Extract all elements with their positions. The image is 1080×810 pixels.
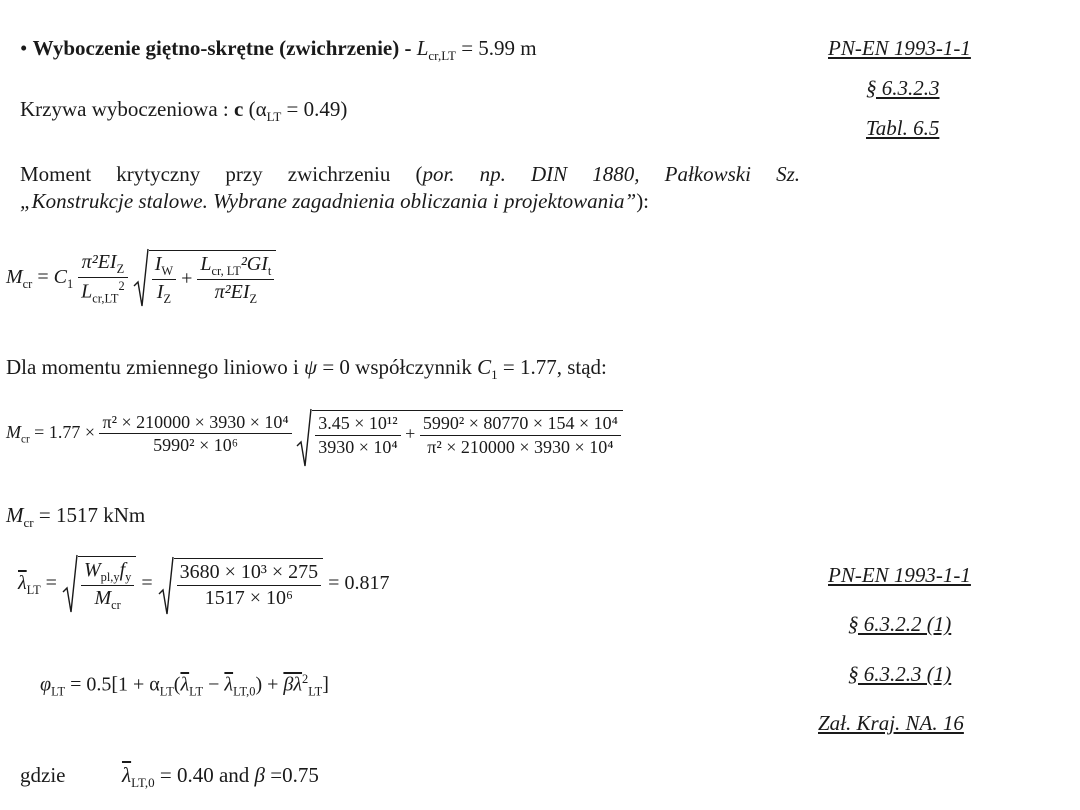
mcr-symbol: M <box>6 265 23 288</box>
formula-phi-lt <box>40 672 329 700</box>
radical-sign-icon <box>62 554 78 614</box>
phi-subscript: LT <box>51 684 66 699</box>
c1-subscript-inline: 1 <box>491 367 498 383</box>
lambda-root-numeric <box>158 558 324 610</box>
fraction-main <box>78 251 128 306</box>
iz2-subscript: Z <box>249 292 258 307</box>
fraction-torsion <box>197 253 274 307</box>
numeric-torsion-numerator: 5990² × 80770 × 154 × 10⁴ <box>420 413 621 436</box>
numeric-iz: 3930 × 10⁴ <box>318 436 398 457</box>
gdzie-line <box>20 763 319 791</box>
wpl-symbol: W <box>83 559 101 581</box>
heading-separator: - <box>399 36 417 60</box>
lambda-result: = 0.817 <box>323 571 390 594</box>
psi-symbol: ψ <box>304 355 318 379</box>
mcr2-symbol: M <box>6 421 21 442</box>
alpha-open: (α <box>243 97 267 121</box>
lcr-subscript: cr, LT <box>211 264 241 278</box>
numeric-torsion-denominator: π² × 210000 × 3930 × 10⁴ <box>427 436 614 457</box>
c1-coefficient-line <box>6 355 607 383</box>
c1-symbol: C <box>53 265 67 288</box>
fy-subscript: y <box>125 570 132 584</box>
gdzie-text-a: = 0.40 and <box>154 763 255 787</box>
intro-close: ): <box>636 189 650 213</box>
bullet: • <box>20 36 28 60</box>
intro-reference-2: „Konstrukcje stalowe. Wybrane zagadnienia obliczania i projektowania” <box>20 189 637 213</box>
lambda-subscript: LT <box>26 582 41 597</box>
fy-symbol: f <box>119 559 126 581</box>
numeric-denominator: 5990² × 10⁶ <box>153 435 238 456</box>
iw-symbol: I <box>154 253 162 275</box>
mcr-result-symbol: M <box>6 503 24 527</box>
mcr2-equals: = 1.77 × <box>29 421 100 442</box>
fraction-iw-iz <box>152 253 176 307</box>
phi-lambda-2-subscript: LT,0 <box>233 684 256 699</box>
intro-text: Moment krytyczny przy zwichrzeniu ( <box>20 162 423 186</box>
lcr-symbol: L <box>200 253 212 275</box>
radical-sign-icon <box>296 408 312 468</box>
c1-symbol-inline: C <box>477 355 492 379</box>
ref-standard-1: PN-EN 1993-1-1 <box>828 36 971 60</box>
phi-paren: ( <box>173 673 181 696</box>
iz-subscript: Z <box>163 292 172 307</box>
lambda-symbol: $\overline{\lambda}$ <box>18 571 27 594</box>
ref-table-6-5: Tabl. 6.5 <box>866 116 940 140</box>
phi-beta-subscript: LT <box>308 684 323 699</box>
phi-equals: = 0.5 <box>65 673 112 696</box>
curve-letter: c <box>234 97 244 121</box>
numeric-numerator: π² × 210000 × 3930 × 10⁴ <box>99 412 291 435</box>
git-symbol: ²GI <box>240 253 268 275</box>
square-root <box>133 250 277 307</box>
phi-open: [1 + α <box>111 673 160 696</box>
curve-label: Krzywa wyboczeniowa : <box>20 97 234 121</box>
wpl-subscript: pl,y <box>100 570 120 584</box>
length-value: = 5.99 m <box>455 36 537 60</box>
equals: = <box>32 265 54 288</box>
gdzie-lambda-subscript: LT,0 <box>131 775 155 791</box>
lambda-mcr-subscript: cr <box>111 598 121 613</box>
radical-sign-icon <box>133 248 149 308</box>
plus-sign: + <box>176 267 198 290</box>
iz-symbol: I <box>156 281 164 304</box>
gdzie-text-b: =0.75 <box>265 763 319 787</box>
ref-section-6-3-2-2: § 6.3.2.2 (1) <box>848 612 952 636</box>
gdzie-lambda: $\overline{\lambda}$ <box>121 763 132 787</box>
fraction-denominator: L <box>81 280 93 303</box>
ref-standard-2: PN-EN 1993-1-1 <box>828 563 971 587</box>
ref-section-6-3-2-3: § 6.3.2.3 <box>866 76 940 100</box>
numeric-iw: 3.45 × 10¹² <box>315 413 400 436</box>
gdzie-label: gdzie <box>20 763 66 787</box>
length-symbol: L <box>416 36 429 60</box>
numeric-fraction-iw <box>315 413 400 457</box>
lambda-fraction-symbolic <box>81 559 134 613</box>
lambda-numeric-denominator: 1517 × 10⁶ <box>204 587 294 610</box>
phi-lambda-1-subscript: LT <box>189 684 204 699</box>
intro-reference-1: por. np. DIN 1880, Pałkowski Sz. <box>422 162 800 186</box>
mcr-result <box>6 503 145 531</box>
mcr-result-value: = 1517 kNm <box>33 503 146 527</box>
mcr2-subscript: cr <box>21 433 30 446</box>
formula-lambda-lt <box>18 556 389 613</box>
alpha-subscript: LT <box>266 109 282 125</box>
denominator-superscript: 2 <box>118 278 125 293</box>
lambda-root-symbolic <box>62 556 136 613</box>
numerator-subscript: Z <box>116 261 125 276</box>
phi-beta-lambda: $\overline{\beta\lambda}$ <box>283 673 303 696</box>
numeric-fraction-main <box>99 412 291 456</box>
phi-lambda-2: $\overline{\lambda}$ <box>224 673 234 696</box>
fraction-numerator: π²EI <box>81 250 117 273</box>
phi-close-1: ) + <box>255 673 284 696</box>
lambda-mcr-symbol: M <box>94 587 112 610</box>
formula-mcr-general <box>6 250 276 307</box>
lambda-numeric-numerator: 3680 × 10³ × 275 <box>177 561 322 586</box>
buckling-curve-line <box>20 97 347 125</box>
c1-subscript: 1 <box>66 276 74 291</box>
ref-section-6-3-2-3-1: § 6.3.2.3 (1) <box>848 662 952 686</box>
length-subscript: cr,LT <box>428 48 456 64</box>
formula-mcr-numeric <box>6 410 623 457</box>
moment-intro-line-2 <box>20 189 649 214</box>
it-subscript: t <box>267 264 272 278</box>
mcr-subscript: cr <box>22 276 33 291</box>
pi-ei-symbol: π²EI <box>214 281 250 304</box>
numeric-fraction-torsion <box>420 413 621 457</box>
heading-title: Wyboczenie giętno-skrętne (zwichrzenie) <box>32 36 400 60</box>
gdzie-beta: β <box>254 763 265 787</box>
radical-sign-icon <box>158 556 174 616</box>
numeric-square-root <box>296 410 623 457</box>
section-heading <box>20 36 537 64</box>
numeric-plus: + <box>400 423 420 444</box>
c1-text-c: = 1.77, stąd: <box>497 355 607 379</box>
phi-alpha-subscript: LT <box>159 684 174 699</box>
c1-text-a: Dla momentu zmiennego liniowo i <box>6 355 305 379</box>
phi-minus: − <box>203 673 225 696</box>
alpha-value: = 0.49) <box>281 97 348 121</box>
lambda-fraction-numeric <box>177 561 322 610</box>
denominator-subscript: cr,LT <box>92 291 119 306</box>
ref-national-annex: Zał. Kraj. NA. 16 <box>818 711 964 735</box>
c1-text-b: = 0 współczynnik <box>317 355 478 379</box>
phi-close-2: ] <box>322 673 329 696</box>
phi-symbol: φ <box>40 673 52 696</box>
lambda-equals-2: = <box>136 571 158 594</box>
iw-subscript: W <box>161 264 174 278</box>
moment-intro-line-1 <box>20 162 800 187</box>
phi-beta-superscript: 2 <box>302 672 309 686</box>
phi-lambda-1: $\overline{\lambda}$ <box>180 673 190 696</box>
mcr-result-subscript: cr <box>23 515 34 531</box>
lambda-equals: = <box>40 571 62 594</box>
